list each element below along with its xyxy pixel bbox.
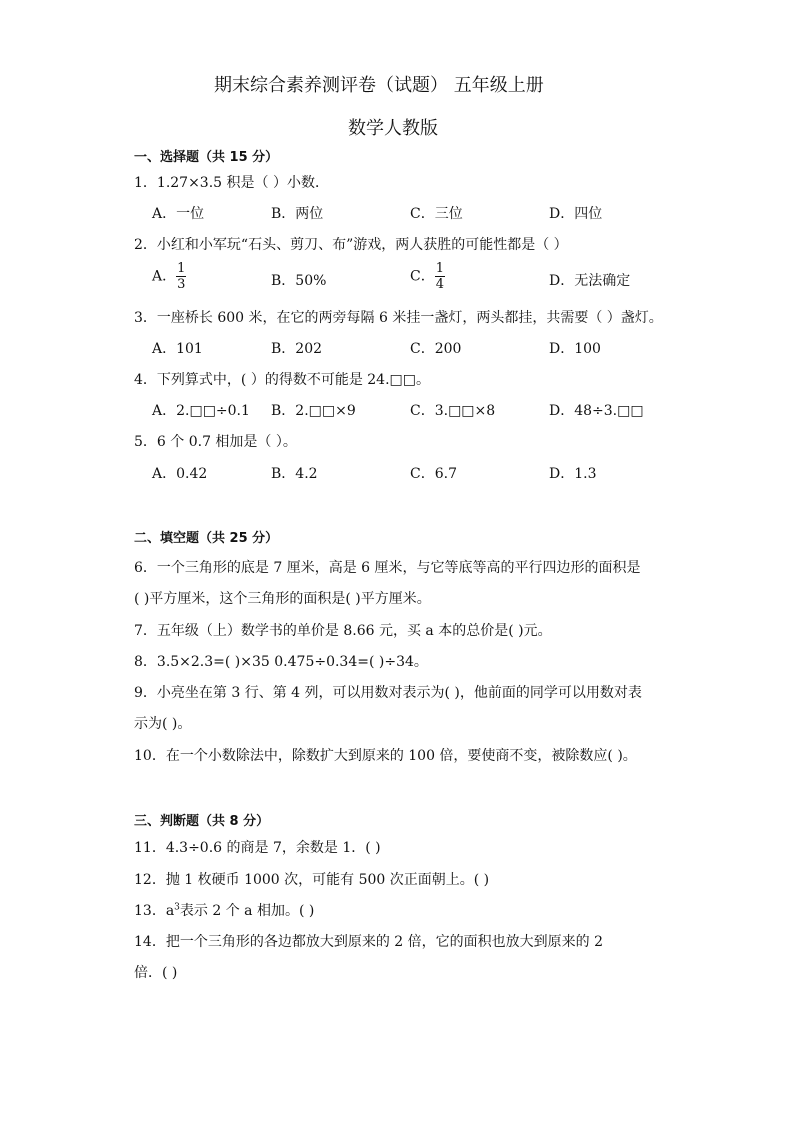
fraction [435, 262, 445, 291]
q2-option-c [410, 262, 445, 291]
question-11: 11．4.3÷0.6 的商是 7，余数是 1．( ) [134, 840, 381, 856]
question-13-after: 表示 2 个 a 相加。( ) [179, 903, 315, 919]
question-3: 3．一座桥长 600 米，在它的两旁每隔 6 米挂一盏灯，两头都挂，共需要（ ）盏灯。 [134, 310, 663, 326]
fraction [176, 262, 186, 291]
fraction-numerator: 1 [435, 261, 444, 276]
question-14-line1: 14．把一个三角形的各边都放大到原来的 2 倍，它的面积也放大到原来的 2 [134, 934, 603, 950]
q3-option-b: B．202 [271, 341, 323, 357]
question-1: 1．1.27×3.5 积是（ ）小数． [134, 175, 329, 191]
q1-option-d: D．四位 [549, 206, 603, 222]
q2-option-b: B．50% [271, 273, 327, 289]
q5-option-c: C．6.7 [410, 466, 457, 482]
q3-option-c: C．200 [410, 341, 462, 357]
question-10: 10．在一个小数除法中，除数扩大到原来的 100 倍，要使商不变，被除数应( )。 [134, 748, 637, 764]
question-9-line2: 示为( )。 [134, 716, 192, 732]
question-4: 4．下列算式中，( ）的得数不可能是 24.□□。 [134, 372, 430, 388]
question-13 [134, 900, 314, 920]
q4-option-a: A．2.□□÷0.1 [152, 403, 250, 419]
fraction-numerator: 1 [177, 261, 186, 276]
page-subtitle: 数学人教版 [348, 118, 438, 139]
question-6-line1: 6．一个三角形的底是 7 厘米，高是 6 厘米，与它等底等高的平行四边形的面积是 [134, 560, 641, 576]
question-6-line2: ( )平方厘米，这个三角形的面积是( )平方厘米。 [134, 591, 431, 607]
question-9-line1: 9．小亮坐在第 3 行、第 4 列，可以用数对表示为( )，他前面的同学可以用数对表 [134, 685, 642, 701]
q4-option-c: C．3.□□×8 [410, 403, 496, 419]
q2-option-d: D．无法确定 [549, 273, 631, 289]
q4-option-b: B．2.□□×9 [271, 403, 356, 419]
section-heading-judge: 三、判断题（共 8 分） [134, 814, 270, 829]
section-heading-choice: 一、选择题（共 15 分） [134, 150, 279, 165]
q2-option-a-prefix: A． [152, 268, 177, 285]
question-2: 2．小红和小军玩“石头、剪刀、布”游戏，两人获胜的可能性都是（ ） [134, 237, 568, 253]
q3-option-d: D．100 [549, 341, 601, 357]
q5-option-a: A．0.42 [152, 466, 208, 482]
page-title: 期末综合素养测评卷（试题） 五年级上册 [214, 75, 544, 96]
fraction-denominator: 4 [435, 277, 444, 292]
q1-option-b: B．两位 [271, 206, 324, 222]
question-7: 7．五年级（上）数学书的单价是 8.66 元，买 a 本的总价是( )元。 [134, 623, 552, 639]
question-14-line2: 倍．( ) [134, 965, 178, 981]
section-heading-fill: 二、填空题（共 25 分） [134, 531, 279, 546]
question-13-before: 13．a [134, 903, 175, 919]
q5-option-b: B．4.2 [271, 466, 318, 482]
question-5: 5．6 个 0.7 相加是（ ）。 [134, 434, 297, 450]
question-13-exponent: 3 [174, 902, 180, 913]
q3-option-a: A．101 [152, 341, 203, 357]
q1-option-c: C．三位 [410, 206, 463, 222]
q5-option-d: D．1.3 [549, 466, 597, 482]
fraction-denominator: 3 [177, 277, 186, 292]
question-8: 8．3.5×2.3=( )×35 0.475÷0.34=( )÷34。 [134, 654, 428, 670]
q2-option-a [152, 262, 186, 291]
q4-option-d: D．48÷3.□□ [549, 403, 644, 419]
q1-option-a: A．一位 [152, 206, 205, 222]
question-12: 12．抛 1 枚硬币 1000 次，可能有 500 次正面朝上。( ) [134, 872, 490, 888]
q2-option-c-prefix: C． [410, 268, 435, 285]
